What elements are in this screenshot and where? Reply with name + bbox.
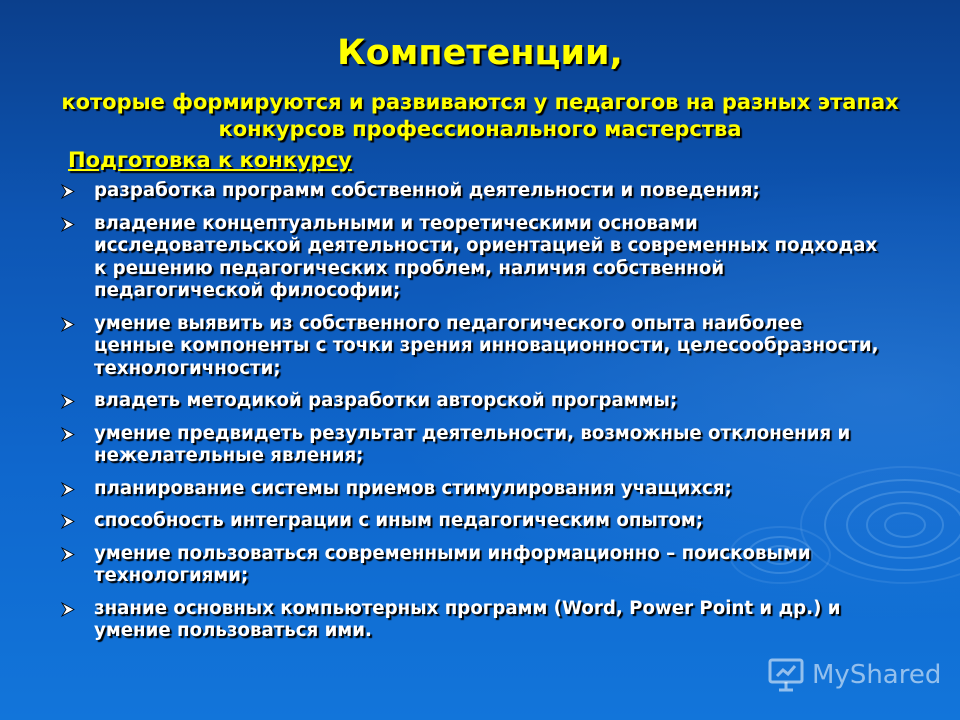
arrow-bullet-icon [60,602,76,617]
list-item-text: разработка программ собственной деятельности и поведения; [94,180,760,201]
list-item-text: умение пользоваться современными информационно – поисковыми технологиями; [94,542,811,586]
list-item [58,478,888,501]
list-item [58,390,888,413]
list-item-text: владеть методикой разработки авторской программы; [94,390,678,411]
arrow-bullet-icon [60,317,76,332]
slide-subtitle: которые формируются и развиваются у педагогов на разных этапах конкурсов профессионального мастерства [61,90,899,141]
list-item [58,213,888,303]
list-item-text: умение выявить из собственного педагогического опыта наиболее ценные компоненты с точки зрения инновационности, целесообразности, технологичности; [94,312,879,379]
arrow-bullet-icon [60,427,76,442]
arrow-bullet-icon [60,184,76,199]
competency-list [58,180,888,643]
list-item [58,313,888,381]
list-item [58,510,888,533]
arrow-bullet-icon [60,394,76,409]
arrow-bullet-icon [60,482,76,497]
list-item-text: владение концептуальными и теоретическими основами исследовательской деятельности, ориентацией в современных подходах к решению педагогических проблем, наличия собственной педагогической философии; [94,212,878,301]
arrow-bullet-icon [60,514,76,529]
list-item [58,543,888,588]
slide-title: Компетенции, [337,33,623,73]
list-item-text: умение предвидеть результат деятельности, возможные отклонения и нежелательные явления; [94,422,851,466]
myshared-watermark [766,656,941,694]
list-item [58,423,888,468]
list-item-text: способность интеграции с иным педагогическим опытом; [94,510,704,531]
list-item [58,598,888,643]
arrow-bullet-icon [60,547,76,562]
list-item-text: знание основных компьютерных программ (Word, Power Point и др.) и умение пользоваться ими. [94,597,841,641]
watermark-text: MyShared [812,660,942,690]
arrow-bullet-icon [60,217,76,232]
list-item [58,180,888,203]
presentation-screen-icon [766,657,806,693]
section-heading: Подготовка к конкурсу [68,148,352,172]
list-item-text: планирование системы приемов стимулирования учащихся; [94,477,732,499]
